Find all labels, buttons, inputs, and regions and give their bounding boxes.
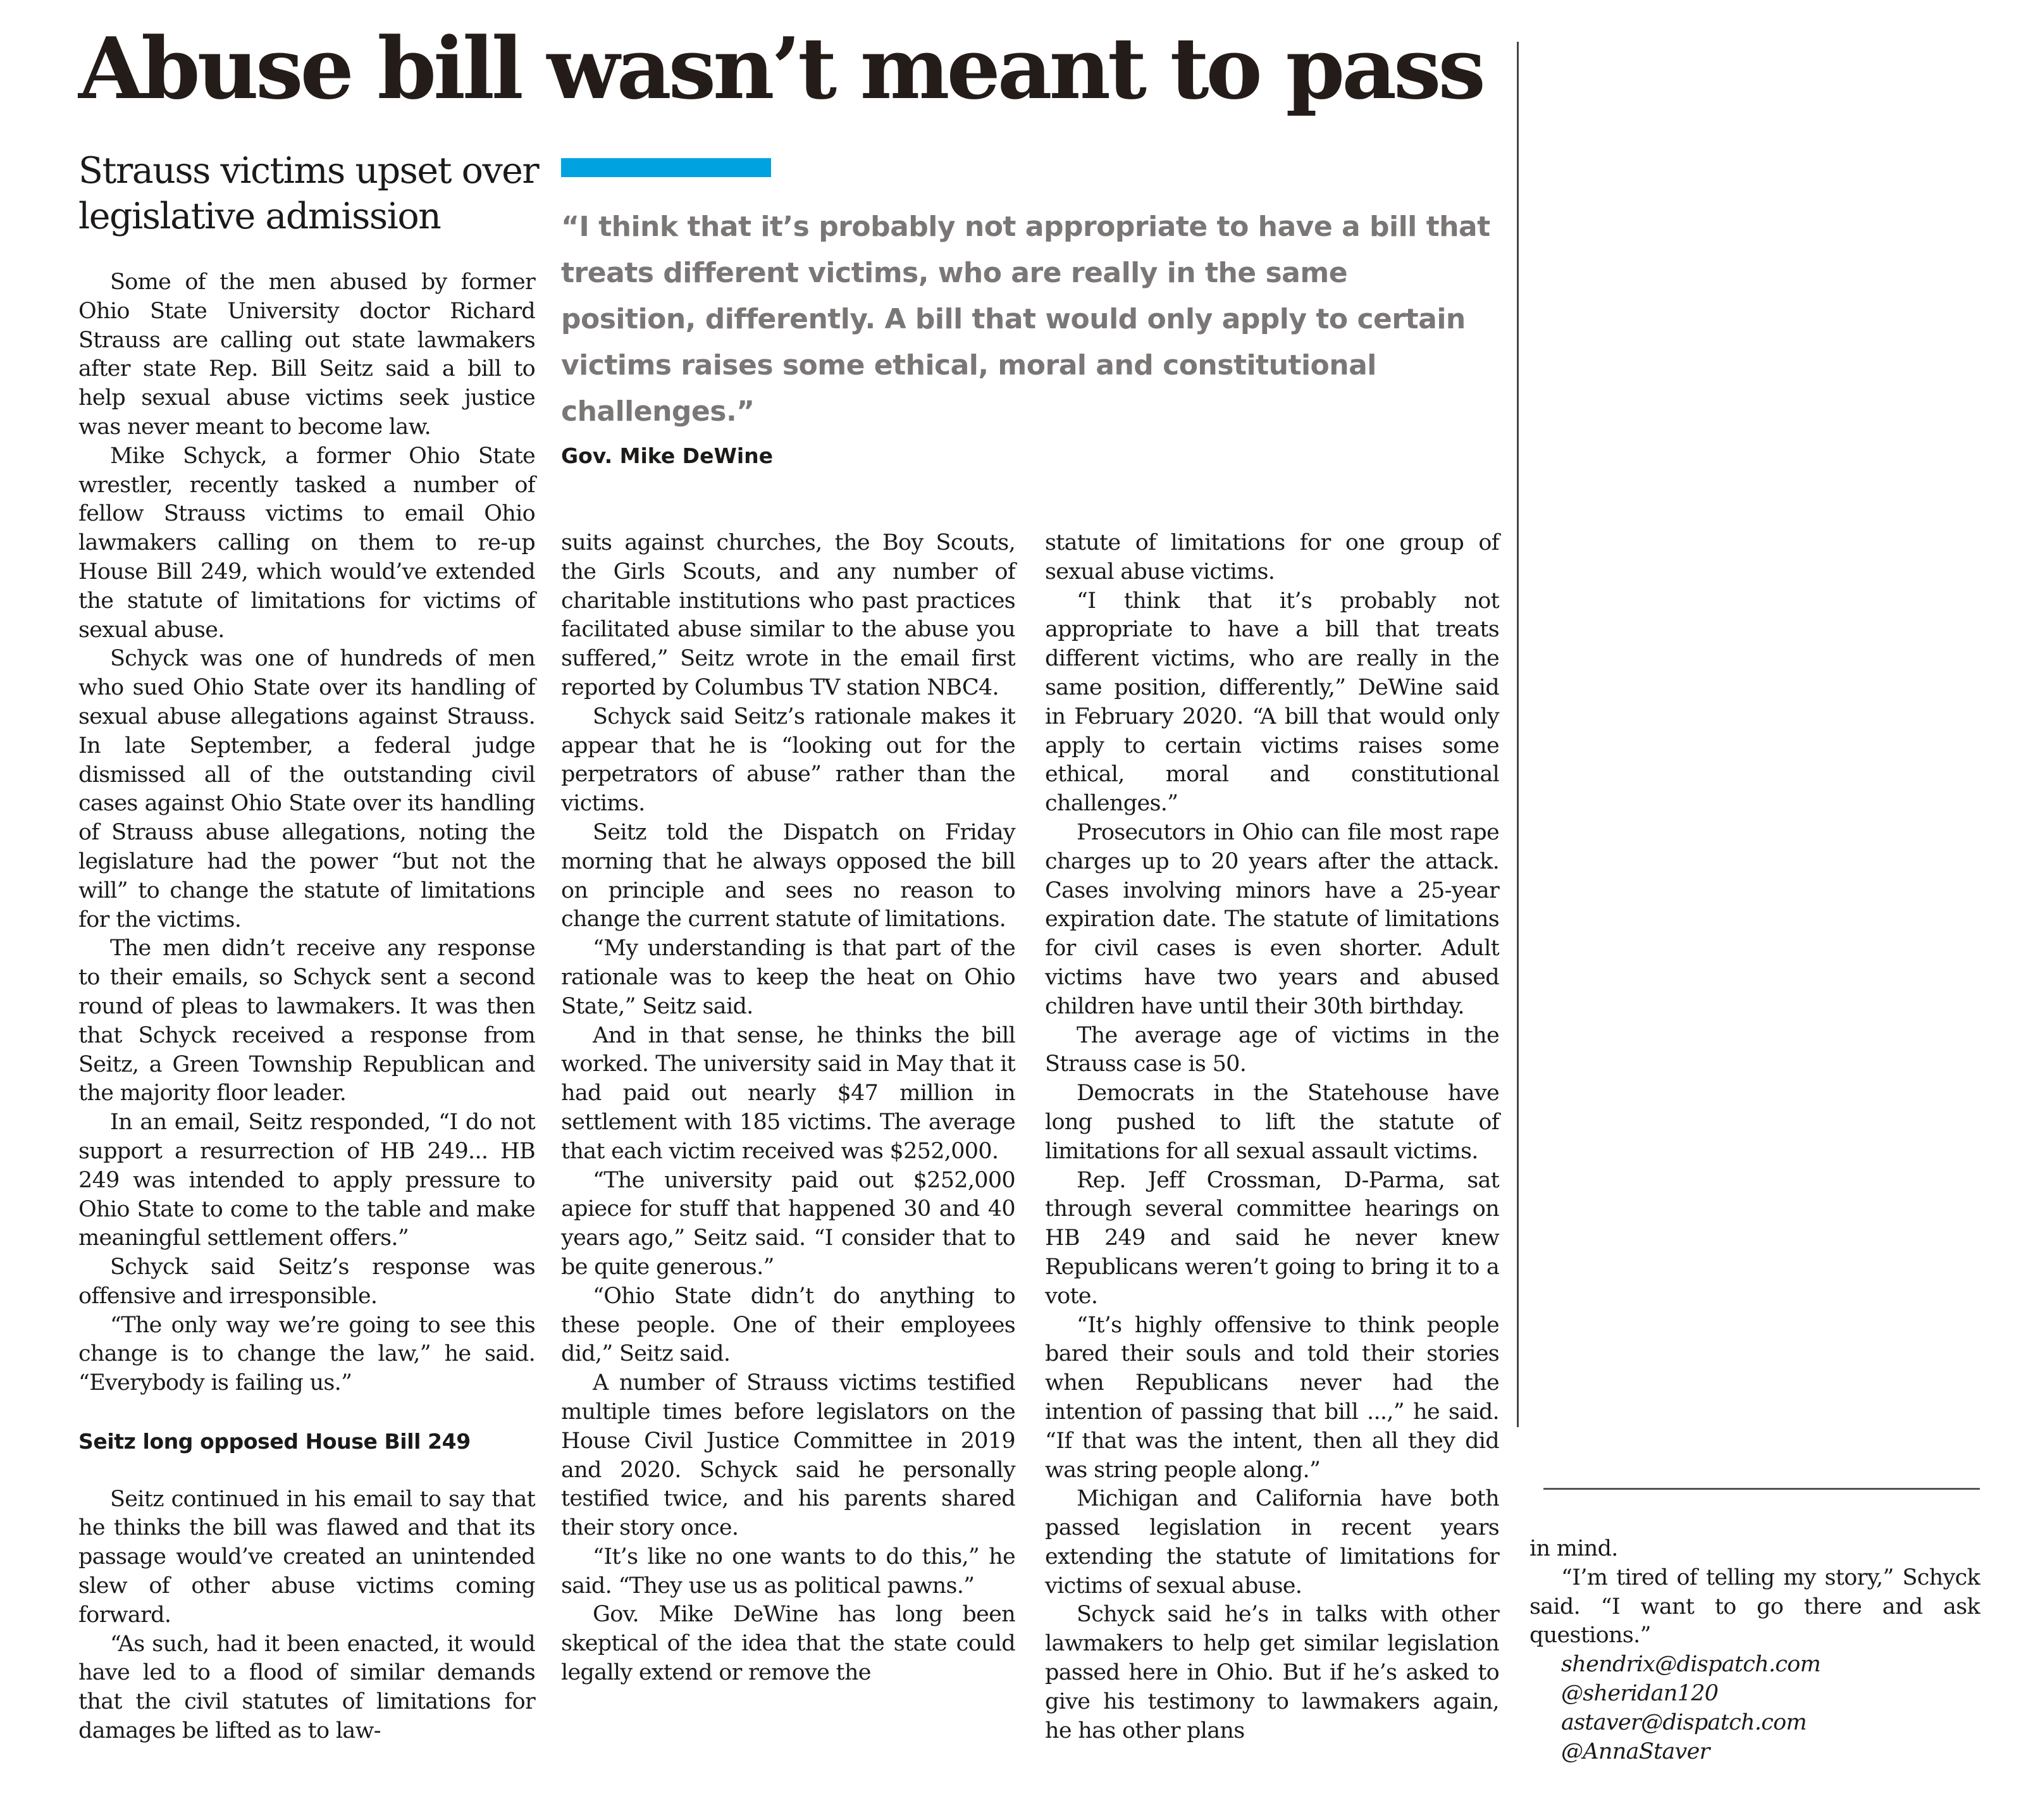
- paragraph: A number of Strauss victims testified multiple times before legislators on the House Civil Justice Committee in 2019 and 2020. Schyck said he personally testified twice, and his parents shared their story once.: [561, 1370, 1015, 1541]
- subhead: Strauss victims upset over legislative admission: [78, 150, 539, 237]
- section-heading: Seitz long opposed House Bill 249: [78, 1429, 471, 1454]
- paragraph: “As such, had it been enacted, it would have led to a flood of similar demands that the civil statutes of limitations for damages be lifted as to law-: [78, 1631, 535, 1744]
- paragraph: “I think that it’s probably not appropriate to have a bill that treats different victims, who are really in the same position, differently,” DeWine said in February 2020. “A bill that would only apply to certain victims raises some ethical, moral and constitutional challenges.”: [1045, 588, 1499, 817]
- paragraph: “My understanding is that part of the rationale was to keep the heat on Ohio State,” Seitz said.: [561, 936, 1015, 1019]
- paragraph: Prosecutors in Ohio can file most rape charges up to 20 years after the attack. Cases involving minors have a 25-year expiration date. The statute of limitations for civil cases is even shorter. Adult victims have two years and abused children have until their 30th birthday.: [1045, 819, 1499, 1019]
- paragraph: The men didn’t receive any response to their emails, so Schyck sent a second round of pleas to lawmakers. It was then that Schyck received a response from Seitz, a Green Township Republican and the majority floor leader.: [78, 936, 535, 1106]
- article-column-4: [1529, 1535, 1980, 1766]
- column-divider: [1517, 42, 1519, 1427]
- paragraph: “It’s like no one wants to do this,” he said. “They use us as political pawns.”: [561, 1544, 1015, 1599]
- paragraph: “The only way we’re going to see this change is to change the law,” he said. “Everybody is failing us.”: [78, 1312, 535, 1396]
- pullquote-attribution: Gov. Mike DeWine: [561, 443, 774, 468]
- paragraph: The average age of victims in the Strauss case is 50.: [1045, 1022, 1499, 1077]
- author-email: astaver@dispatch.com: [1561, 1709, 1807, 1735]
- author-email: shendrix@dispatch.com: [1561, 1652, 1821, 1678]
- sidebar-divider: [1543, 1488, 1980, 1490]
- article-column-1: [78, 268, 535, 1746]
- paragraph: “The university paid out $252,000 apiece for stuff that happened 30 and 40 years ago,” Seitz said. “I consider that to be quite generous.”: [561, 1167, 1015, 1280]
- pullquote: “I think that it’s probably not appropriate to have a bill that treats different victims, who are really in the same position, differently. A bill that would only apply to certain victims raises some ethical, moral and constitutional challenges.”: [561, 211, 1490, 428]
- paragraph: Schyck said Seitz’s response was offensive and irresponsible.: [78, 1254, 535, 1309]
- paragraph: Seitz told the Dispatch on Friday morning that he always opposed the bill on principle and sees no reason to change the current statute of limitations.: [561, 819, 1015, 932]
- paragraph-continued: in mind.: [1529, 1536, 1618, 1561]
- paragraph: “I’m tired of telling my story,” Schyck said. “I want to go there and ask questions.”: [1529, 1564, 1980, 1649]
- paragraph: And in that sense, he thinks the bill worked. The university said in May that it had paid out nearly $47 million in settlement with 185 victims. The average that each victim received was $252,000.: [561, 1022, 1015, 1164]
- paragraph: Gov. Mike DeWine has long been skeptical of the idea that the state could legally extend or remove the: [561, 1602, 1015, 1686]
- paragraph: Rep. Jeff Crossman, D-Parma, sat through several committee hearings on HB 249 and said he never knew Republicans weren’t going to bring it to a vote.: [1045, 1167, 1499, 1309]
- paragraph-continued: suits against churches, the Boy Scouts, the Girls Scouts, and any number of charitable institutions who past practices facilitated abuse similar to the abuse you suffered,” Seitz wrote in the email first reported by Columbus TV station NBC4.: [561, 530, 1015, 700]
- paragraph: Mike Schyck, a former Ohio State wrestler, recently tasked a number of fellow Strauss victims to email Ohio lawmakers calling on them to re-up House Bill 249, which would’ve extended the statute of limitations for victims of sexual abuse.: [78, 443, 535, 643]
- paragraph: “Ohio State didn’t do anything to these people. One of their employees did,” Seitz said.: [561, 1283, 1015, 1367]
- paragraph: In an email, Seitz responded, “I do not support a resurrection of HB 249... HB 249 was intended to apply pressure to Ohio State to come to the table and make meaningful settlement offers.”: [78, 1110, 535, 1251]
- paragraph: Seitz continued in his email to say that he thinks the bill was flawed and that its passage would’ve created an unintended slew of other abuse victims coming forward.: [78, 1486, 535, 1628]
- article-column-3: [1045, 529, 1499, 1745]
- accent-bar: [561, 158, 771, 177]
- author-handle: @sheridan120: [1561, 1680, 1719, 1706]
- article-column-2: [561, 529, 1015, 1688]
- paragraph: Democrats in the Statehouse have long pushed to lift the statute of limitations for all sexual assault victims.: [1045, 1080, 1499, 1164]
- paragraph: “It’s highly offensive to think people bared their souls and told their stories when Republicans never had the intention of passing that bill ...,” he said. “If that was the intent, then all they did was string people along.”: [1045, 1312, 1499, 1483]
- headline: Abuse bill wasn’t meant to pass: [78, 18, 1483, 118]
- paragraph: Some of the men abused by former Ohio State University doctor Richard Strauss are calling out state lawmakers after state Rep. Bill Seitz said a bill to help sexual abuse victims seek justice was never meant to become law.: [78, 269, 535, 440]
- paragraph: Schyck said Seitz’s rationale makes it appear that he is “looking out for the perpetrators of abuse” rather than the victims.: [561, 703, 1015, 817]
- paragraph: Michigan and California have both passed legislation in recent years extending the statute of limitations for victims of sexual abuse.: [1045, 1486, 1499, 1599]
- paragraph: Schyck said he’s in talks with other lawmakers to help get similar legislation passed here in Ohio. But if he’s asked to give his testimony to lawmakers again, he has other plans: [1045, 1602, 1499, 1743]
- author-handle: @AnnaStaver: [1561, 1738, 1710, 1764]
- paragraph: Schyck was one of hundreds of men who sued Ohio State over its handling of sexual abuse allegations against Strauss. In late September, a federal judge dismissed all of the outstanding civil cases against Ohio State over its handling of Strauss abuse allegations, noting the legislature had the power “but not the will” to change the statute of limitations for the victims.: [78, 646, 535, 932]
- paragraph-continued: statute of limitations for one group of sexual abuse victims.: [1045, 530, 1499, 585]
